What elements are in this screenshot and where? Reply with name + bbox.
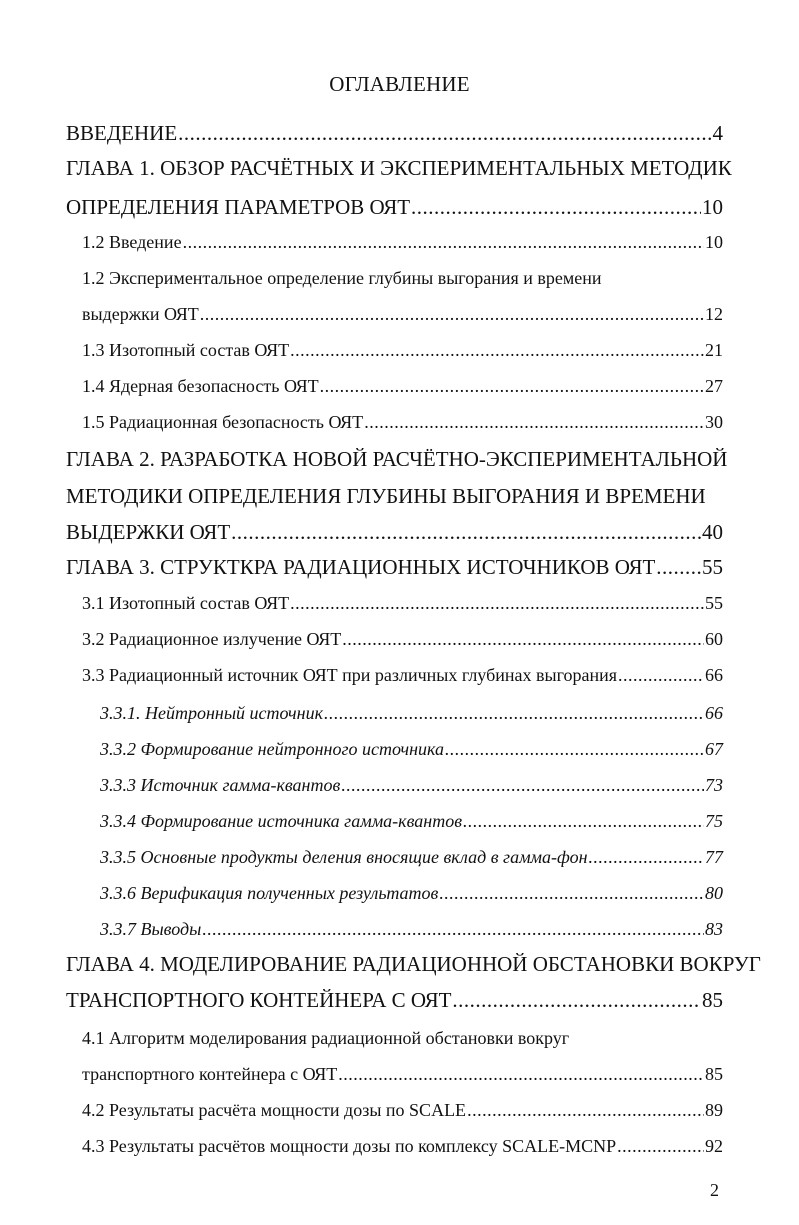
toc-entry[interactable]: [82, 233, 723, 251]
toc-entry-page: 66: [705, 665, 723, 685]
toc-entry[interactable]: [82, 1065, 723, 1083]
toc-entry-title: ВВЕДЕНИЕ: [66, 121, 178, 145]
toc-entry-page: 60: [705, 629, 723, 649]
toc-entry[interactable]: [66, 952, 761, 976]
toc-entry-page: 85: [702, 988, 723, 1012]
toc-entry-page: 4: [712, 121, 723, 145]
toc-entry-title: 1.3 Изотопный состав ОЯТ: [82, 340, 290, 360]
dot-leader: [178, 123, 711, 144]
dot-leader: [341, 776, 704, 794]
toc-entry-title: 3.3.7 Выводы: [100, 919, 202, 939]
dot-leader: [656, 557, 701, 578]
dot-leader: [467, 1101, 704, 1119]
toc-entry[interactable]: [100, 740, 723, 758]
page-number: 2: [710, 1180, 719, 1200]
toc-entry[interactable]: [66, 156, 732, 180]
toc-entry[interactable]: [82, 413, 723, 431]
toc-entry-title: 4.1 Алгоритм моделирования радиационной обстановки вокруг: [82, 1028, 570, 1048]
toc-entry[interactable]: [66, 123, 723, 144]
toc-entry[interactable]: [82, 594, 723, 612]
toc-entry-page: 55: [705, 593, 723, 613]
toc-entry-page: 55: [702, 555, 723, 579]
toc-entry-page: 30: [705, 412, 723, 432]
toc-entry[interactable]: [66, 557, 723, 578]
toc-entry-page: 77: [705, 847, 723, 867]
toc-entry[interactable]: [82, 1137, 723, 1155]
toc-entry-page: 73: [705, 775, 723, 795]
toc-entry[interactable]: [82, 1101, 723, 1119]
toc-entry[interactable]: [66, 990, 723, 1011]
dot-leader: [452, 990, 701, 1011]
toc-entry[interactable]: [100, 884, 723, 902]
toc-entry-title: ГЛАВА 1. ОБЗОР РАСЧЁТНЫХ И ЭКСПЕРИМЕНТАЛЬНЫХ МЕТОДИК: [66, 156, 732, 180]
toc-heading: ОГЛАВЛЕНИЕ: [329, 72, 470, 96]
toc-entry-title: 4.2 Результаты расчёта мощности дозы по SCALE: [82, 1100, 467, 1120]
toc-entry-title: транспортного контейнера с ОЯТ: [82, 1064, 338, 1084]
toc-entry-page: 89: [705, 1100, 723, 1120]
dot-leader: [231, 522, 701, 543]
toc-entry[interactable]: [82, 269, 723, 287]
dot-leader: [342, 630, 704, 648]
toc-entry[interactable]: [66, 486, 723, 507]
toc-entry-title: ГЛАВА 3. СТРУКТКРА РАДИАЦИОННЫХ ИСТОЧНИКОВ ОЯТ: [66, 555, 656, 579]
toc-entry-title: 3.3.2 Формирование нейтронного источника: [100, 739, 444, 759]
dot-leader: [202, 920, 704, 938]
dot-leader: [617, 1137, 704, 1155]
toc-entry[interactable]: [100, 776, 723, 794]
toc-entry-title: 3.3.3 Источник гамма-квантов: [100, 775, 341, 795]
toc-entry-title: 3.3.6 Верификация полученных результатов: [100, 883, 439, 903]
toc-entry-title: 1.5 Радиационная безопасность ОЯТ: [82, 412, 364, 432]
toc-entry[interactable]: [82, 305, 723, 323]
toc-entry-title: 3.3.1. Нейтронный источник: [100, 703, 323, 723]
toc-entry-page: 85: [705, 1064, 723, 1084]
toc-entry[interactable]: [82, 341, 723, 359]
toc-entry-title: 3.3.4 Формирование источника гамма-квантов: [100, 811, 463, 831]
dot-leader: [411, 197, 701, 218]
dot-leader: [439, 884, 704, 902]
toc-entry-title: 1.2 Введение: [82, 232, 182, 252]
dot-leader: [364, 413, 704, 431]
toc-entry-page: 66: [705, 703, 723, 723]
toc-entry-title: ГЛАВА 2. РАЗРАБОТКА НОВОЙ РАСЧЁТНО-ЭКСПЕРИМЕНТАЛЬНОЙ: [66, 447, 728, 471]
dot-leader: [618, 666, 704, 684]
dot-leader: [290, 594, 704, 612]
dot-leader: [445, 740, 704, 758]
toc-entry[interactable]: [66, 197, 723, 218]
dot-leader: [589, 848, 704, 866]
toc-entry[interactable]: [100, 920, 723, 938]
dot-leader: [200, 305, 704, 323]
dot-leader: [320, 377, 704, 395]
toc-entry-page: 80: [705, 883, 723, 903]
dot-leader: [290, 341, 704, 359]
toc-entry-title: 3.2 Радиационное излучение ОЯТ: [82, 629, 342, 649]
toc-entry-page: 92: [705, 1136, 723, 1156]
toc-entry[interactable]: [82, 377, 723, 395]
dot-leader: [324, 704, 704, 722]
toc-entry-page: 40: [702, 520, 723, 544]
toc-entry-title: МЕТОДИКИ ОПРЕДЕЛЕНИЯ ГЛУБИНЫ ВЫГОРАНИЯ И ВРЕМЕНИ: [66, 484, 706, 508]
toc-entry-page: 83: [705, 919, 723, 939]
toc-entry[interactable]: [66, 522, 723, 543]
dot-leader: [463, 812, 704, 830]
toc-entry-title: 4.3 Результаты расчётов мощности дозы по комплексу SCALE-MCNP: [82, 1136, 617, 1156]
toc-entry[interactable]: [82, 630, 723, 648]
toc-entry-page: 21: [705, 340, 723, 360]
toc-entry-title: ВЫДЕРЖКИ ОЯТ: [66, 520, 231, 544]
toc-entry-page: 67: [705, 739, 723, 759]
toc-entry-title: выдержки ОЯТ: [82, 304, 199, 324]
toc-entry[interactable]: [66, 447, 728, 471]
toc-entry-title: 1.4 Ядерная безопасность ОЯТ: [82, 376, 319, 396]
dot-leader: [338, 1065, 704, 1083]
toc-entry-page: 10: [702, 195, 723, 219]
toc-entry-title: ГЛАВА 4. МОДЕЛИРОВАНИЕ РАДИАЦИОННОЙ ОБСТАНОВКИ ВОКРУГ: [66, 952, 761, 976]
toc-entry-page: 12: [705, 304, 723, 324]
toc-entry-title: ОПРЕДЕЛЕНИЯ ПАРАМЕТРОВ ОЯТ: [66, 195, 411, 219]
toc-entry-page: 75: [705, 811, 723, 831]
toc-entry-title: 3.3 Радиационный источник ОЯТ при различных глубинах выгорания: [82, 665, 618, 685]
toc-entry-title: 3.1 Изотопный состав ОЯТ: [82, 593, 290, 613]
toc-entry-title: 1.2 Экспериментальное определение глубины выгорания и времени: [82, 268, 602, 288]
toc-entry[interactable]: [100, 704, 723, 722]
toc-entry[interactable]: [82, 666, 723, 684]
toc-entry-title: 3.3.5 Основные продукты деления вносящие вклад в гамма-фон: [100, 847, 588, 867]
dot-leader: [183, 233, 704, 251]
toc-entry[interactable]: [82, 1029, 723, 1047]
toc-entry[interactable]: [100, 848, 723, 866]
toc-entry-page: 27: [705, 376, 723, 396]
toc-entry[interactable]: [100, 812, 723, 830]
toc-entry-title: ТРАНСПОРТНОГО КОНТЕЙНЕРА С ОЯТ: [66, 988, 452, 1012]
toc-entry-page: 10: [705, 232, 723, 252]
